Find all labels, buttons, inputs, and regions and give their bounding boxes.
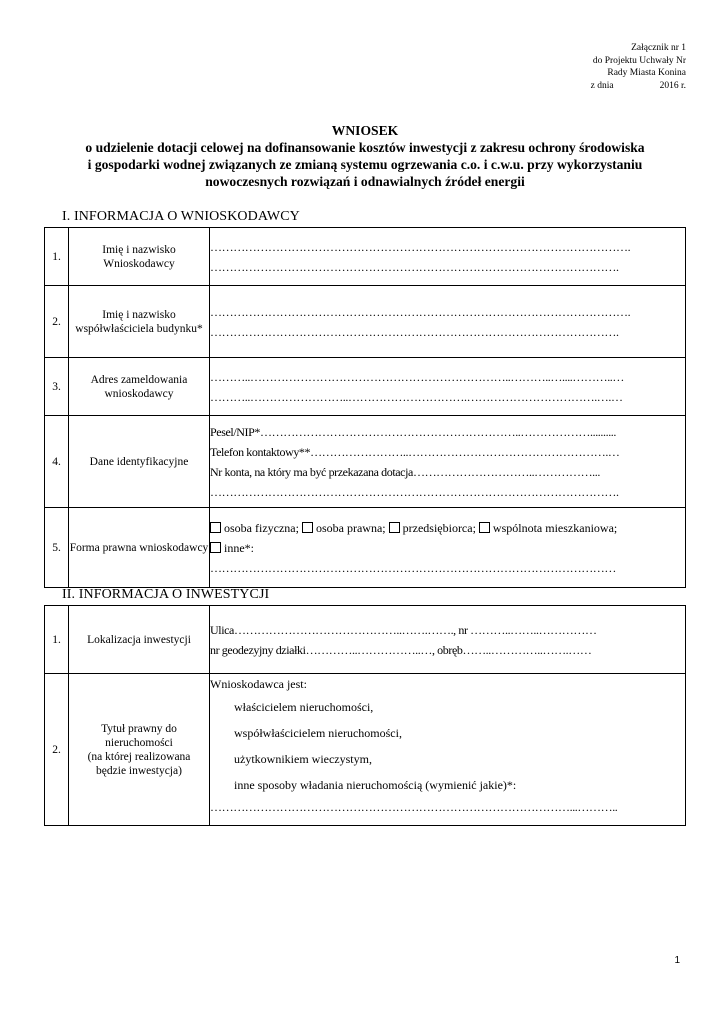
option-other[interactable]: inne sposoby władania nieruchomością (wymienić jakie)*: [234,778,517,792]
fill-line[interactable]: ………..…………………………………………………………..………..…....………..… [210,369,625,384]
page-number: 1 [674,955,680,966]
phone-line[interactable]: Telefon kontaktowy**……………………..…………………………………………….… [210,444,620,459]
title-line-2: i gospodarki wodnej związanych ze zmianą systemu ogrzewania c.o. i c.w.u. przy wykorzystaniu [87,157,643,172]
attachment-line-1: Załącznik nr 1 [631,43,686,53]
table-row [45,606,686,674]
date-year: 2016 r. [659,80,686,91]
option-label: inne*: [224,540,254,555]
option-owner[interactable]: właścicielem nieruchomości, [234,700,374,714]
fill-line[interactable]: …………………………………………………………………………………………… [210,560,617,575]
option-perpetual-user[interactable]: użytkownikiem wieczystym, [234,752,372,766]
row-number: 1. [45,228,69,286]
date-prefix: z dnia [590,80,614,91]
fill-line[interactable]: ……………………………………………………………………………………………. [210,259,619,274]
label-line: będzie inwestycja) [96,764,182,777]
fill-line[interactable]: ………………………………………………………………………………………………. [210,239,631,254]
legal-title-field [210,674,686,826]
section-2-heading: II. INFORMACJA O INWESTYCJI [62,587,270,602]
legal-form-options [210,518,685,538]
bank-account-line[interactable]: Nr konta, na który ma być przekazana dotacja…………………………..……………... [210,464,600,479]
checkbox-icon[interactable] [210,522,221,533]
field-label-legal-title [69,674,210,826]
legal-form-field [210,508,686,588]
investment-table [44,605,686,826]
table-row [45,286,686,358]
field-label-co-owner-name: Imię i nazwisko współwłaściciela budynku* [69,286,210,358]
checkbox-icon[interactable] [479,522,490,533]
fill-line[interactable]: …………………………………………………………………………………...……….. [210,800,618,814]
applicant-table [44,227,686,588]
co-owner-name-field[interactable] [210,286,686,358]
label-line: nieruchomości [105,736,173,749]
legal-form-other [210,538,685,558]
field-label-identification: Dane identyfikacyjne [69,416,210,508]
table-row [45,358,686,416]
legal-title-intro: Wnioskodawca jest: [210,677,307,691]
label-line: (na której realizowana [87,750,191,763]
field-label-legal-form: Forma prawna wnioskodawcy [69,508,210,588]
title-line-3: nowoczesnych rozwiązań i odnawialnych źródeł energii [205,174,525,189]
street-line[interactable]: Ulica……………………………………..…….……., nr ………..……..…………… [210,622,597,637]
address-field[interactable] [210,358,686,416]
checkbox-icon[interactable] [389,522,400,533]
checkbox-icon[interactable] [302,522,313,533]
row-number: 2. [45,286,69,358]
attachment-line-3: Rady Miasta Konina [607,68,686,78]
identification-field[interactable] [210,416,686,508]
document-title [40,122,690,190]
checkbox-icon[interactable] [210,542,221,553]
section-1-heading: I. INFORMACJA O WNIOSKODAWCY [62,209,300,224]
table-row [45,416,686,508]
table-row [45,508,686,588]
location-field[interactable] [210,606,686,674]
label-line: Tytuł prawny do [101,722,177,735]
option-label: osoba prawna; [315,520,386,535]
row-number: 1. [45,606,69,674]
field-label-address: Adres zameldowania wnioskodawcy [69,358,210,416]
option-label: osoba fizyczna; [224,520,299,535]
row-number: 4. [45,416,69,508]
row-number: 5. [45,508,69,588]
table-row [45,674,686,826]
fill-line[interactable]: ………………………………………………………………………………………………. [210,304,631,319]
option-label: wspólnota mieszkaniowa; [492,520,618,535]
fill-line[interactable]: ………..……………………..………………………….…………………………….….… [210,389,623,404]
title-main: WNIOSEK [331,123,399,138]
parcel-line[interactable]: nr geodezyjny działki…………..……………..…, obręb……..…………..…….…… [210,642,592,657]
applicant-name-field[interactable] [210,228,686,286]
field-label-applicant-name: Imię i nazwisko Wnioskodawcy [69,228,210,286]
row-number: 3. [45,358,69,416]
option-label: przedsiębiorca; [402,520,476,535]
row-number: 2. [45,674,69,826]
fill-line[interactable]: ……………………………………………………………………………………………. [210,484,619,499]
field-label-location: Lokalizacja inwestycji [69,606,210,674]
table-row [45,228,686,286]
pesel-nip-line[interactable]: Pesel/NIP*…………………………………………………………..……………….......... [210,424,617,439]
title-line-1: o udzielenie dotacji celowej na dofinansowanie kosztów inwestycji z zakresu ochrony środowiska [85,140,645,155]
fill-line[interactable]: ……………………………………………………………………………………………. [210,324,619,339]
attachment-note [556,42,686,92]
attachment-date [556,80,686,93]
option-co-owner[interactable]: współwłaścicielem nieruchomości, [234,726,402,740]
attachment-line-2: do Projektu Uchwały Nr [592,55,686,66]
